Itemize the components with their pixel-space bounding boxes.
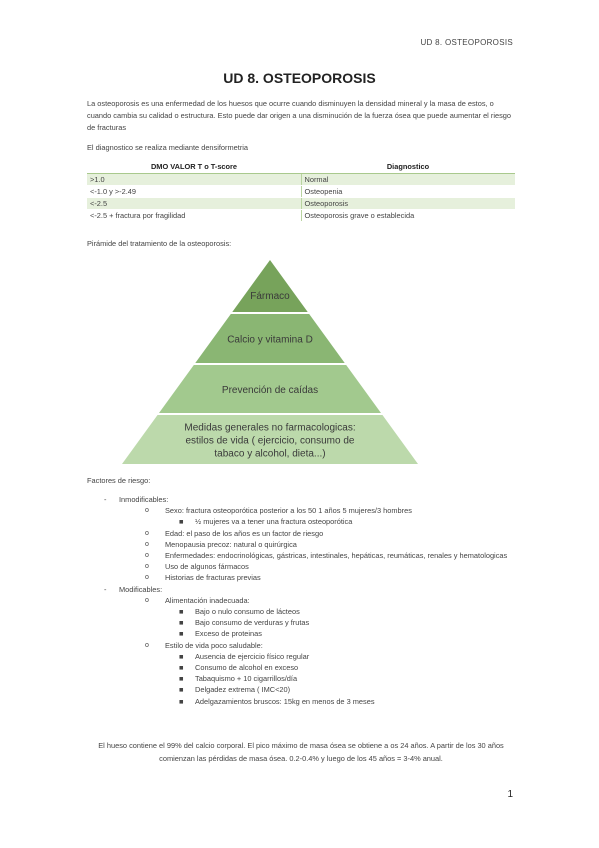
bullet-marker: - <box>104 495 107 504</box>
diagnosis-table <box>87 160 515 222</box>
risk-item-text: Consumo de alcohol en exceso <box>195 663 299 673</box>
bullet-marker: ■ <box>179 674 184 684</box>
risk-item-level-2 <box>87 595 517 606</box>
table-row <box>87 186 515 198</box>
pyramid-level-label: Calcio y vitamina D <box>227 334 313 346</box>
risk-factors-title: Factores de riesgo: <box>87 476 151 485</box>
risk-item-level-2 <box>87 550 517 561</box>
risk-item-level-1 <box>87 494 517 505</box>
risk-factors-list <box>87 494 517 707</box>
risk-item-text: Adelgazamientos bruscos: 15kg en menos de 3 meses <box>195 696 375 706</box>
risk-item-level-3 <box>87 684 517 695</box>
risk-item-text: Edad: el paso de los años es un factor de riesgo <box>165 528 324 538</box>
table-cell: >1.0 <box>87 174 301 186</box>
risk-item-level-2 <box>87 572 517 583</box>
risk-item-text: Ausencia de ejercicio físico regular <box>195 651 310 661</box>
risk-item-level-2 <box>87 528 517 539</box>
risk-item-level-3 <box>87 606 517 617</box>
risk-item-text: Enfermedades: endocrinológicas, gástricas, intestinales, hepáticas, reumáticas, renales y hematologicas <box>165 551 508 561</box>
table-row <box>87 198 515 210</box>
bullet-marker: ■ <box>179 629 184 639</box>
bullet-marker: ■ <box>179 663 184 673</box>
bullet-marker: ■ <box>179 651 184 661</box>
bullet-marker: - <box>104 584 107 594</box>
table-header-row <box>87 160 515 174</box>
risk-item-level-3 <box>87 516 517 527</box>
bullet-marker: o <box>145 641 149 649</box>
risk-item-text: Menopausia precoz: natural o quirúrgica <box>165 539 297 549</box>
table-cell: Osteopenia <box>301 186 515 198</box>
risk-item-text: Modificables: <box>119 584 163 594</box>
bullet-marker: o <box>145 563 149 571</box>
table-cell: <-1.0 y >-2.49 <box>87 186 301 198</box>
risk-item-text: Estilo de vida poco saludable: <box>165 640 263 650</box>
bullet-marker: ■ <box>179 618 184 628</box>
pyramid-level-1 <box>232 260 307 312</box>
risk-item-text: Historias de fracturas previas <box>165 573 261 583</box>
bullet-marker: ■ <box>179 607 184 617</box>
risk-item-text: ½ mujeres va a tener una fractura osteoporótica <box>195 517 353 527</box>
risk-item-text: Exceso de proteinas <box>195 629 262 639</box>
risk-item-level-2 <box>87 505 517 516</box>
risk-item-level-2 <box>87 640 517 651</box>
risk-item-level-1 <box>87 584 517 595</box>
bullet-marker: o <box>145 552 149 560</box>
bullet-marker: o <box>145 596 149 604</box>
pyramid-level-label: tabaco y alcohol, dieta...) <box>214 448 326 460</box>
column-header-dmo: DMO VALOR T o T-score <box>87 160 301 174</box>
risk-item-text: Inmodificables: <box>119 495 169 504</box>
pyramid-level-label: Fármaco <box>250 291 290 302</box>
risk-item-text: Delgadez extrema ( IMC<20) <box>195 685 291 695</box>
bullet-marker: o <box>145 540 149 548</box>
page-number: 1 <box>507 789 513 800</box>
risk-item-text: Alimentación inadecuada: <box>165 595 250 605</box>
risk-item-text: Bajo o nulo consumo de lácteos <box>195 607 300 617</box>
bullet-marker: o <box>145 529 149 537</box>
diagnosis-intro: El diagnostico se realiza mediante densiformetria <box>87 143 249 152</box>
risk-item-text: Sexo: fractura osteoporótica posterior a los 50 1 años 5 mujeres/3 hombres <box>165 506 412 516</box>
risk-item-level-3 <box>87 662 517 673</box>
table-row <box>87 174 515 186</box>
bullet-marker: o <box>145 507 149 515</box>
table-cell: Osteoporosis grave o establecida <box>301 210 515 222</box>
risk-item-text: Uso de algunos fármacos <box>165 562 249 572</box>
risk-item-level-3 <box>87 617 517 628</box>
bullet-marker: ■ <box>179 517 184 527</box>
running-header: UD 8. OSTEOPOROSIS <box>420 38 513 47</box>
column-header-diagnostico: Diagnostico <box>301 160 515 174</box>
page-title: UD 8. OSTEOPOROSIS <box>223 70 376 86</box>
bullet-marker: o <box>145 574 149 582</box>
intro-paragraph: La osteoporosis es una enfermedad de los huesos que ocurre cuando disminuyen la densidad mineral y la masa de estos, o cuando cambia su calidad o estructura. Esto puede dar origen a una disminución de la fuerza ósea que puede aumentar el riesgo de fracturas <box>87 99 512 132</box>
table-row <box>87 210 515 222</box>
pyramid-caption: Pirámide del tratamiento de la osteoporosis: <box>87 239 232 248</box>
table-cell: Normal <box>301 174 515 186</box>
table-cell: <-2.5 <box>87 198 301 210</box>
risk-item-text: Bajo consumo de verduras y frutas <box>195 618 310 628</box>
table-cell: <-2.5 + fractura por fragilidad <box>87 210 301 222</box>
risk-item-level-3 <box>87 696 517 707</box>
risk-item-level-3 <box>87 628 517 639</box>
closing-paragraph: El hueso contiene el 99% del calcio corporal. El pico máximo de masa ósea se obtiene a os 24 años. A partir de los 30 años comienzan las pérdidas de masa ósea. 0.2-0.4% y luego de los 45 años = 3-4% anual. <box>98 741 504 763</box>
table-cell: Osteoporosis <box>301 198 515 210</box>
risk-item-level-3 <box>87 673 517 684</box>
risk-item-level-2 <box>87 561 517 572</box>
pyramid-level-label: Medidas generales no farmacologicas: <box>184 422 356 434</box>
risk-item-text: Tabaquismo + 10 cigarrillos/día <box>195 674 298 684</box>
bullet-marker: ■ <box>179 696 184 706</box>
risk-item-level-2 <box>87 539 517 550</box>
pyramid-level-label: estilos de vida ( ejercicio, consumo de <box>185 435 355 447</box>
treatment-pyramid <box>120 256 420 468</box>
pyramid-level-label: Prevención de caídas <box>221 385 319 396</box>
risk-item-level-3 <box>87 651 517 662</box>
bullet-marker: ■ <box>179 685 184 695</box>
